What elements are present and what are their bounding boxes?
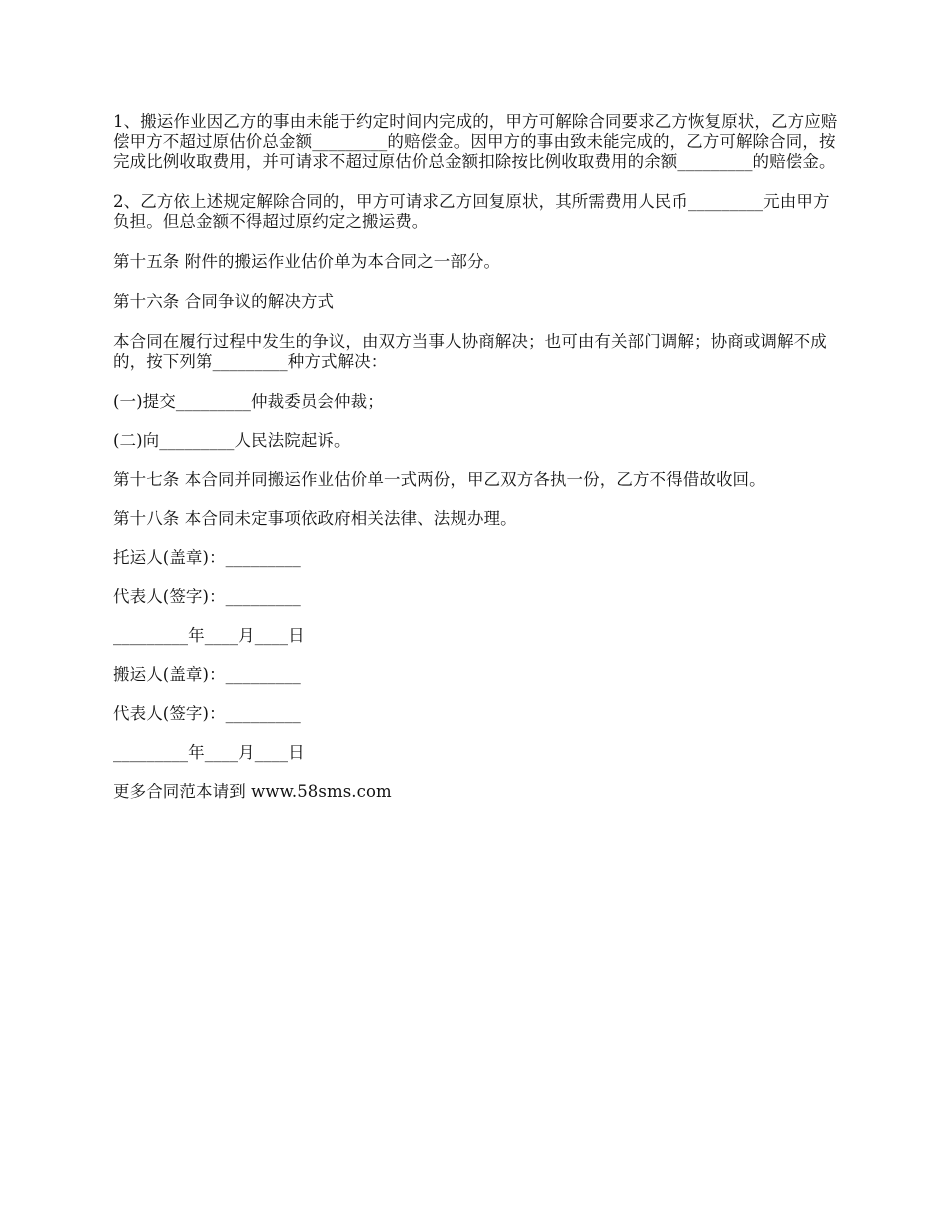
consignor-representative-signature-line: 代表人(签字)：_________ (113, 587, 301, 606)
carrier-date-line: _________年____月____日 (113, 743, 305, 762)
carrier-seal-line: 搬运人(盖章)：_________ (113, 665, 301, 684)
article-17: 第十七条 本合同并同搬运作业估价单一式两份，甲乙双方各执一份，乙方不得借故收回。 (113, 470, 766, 489)
arbitration-option: (一)提交_________仲裁委员会仲裁； (113, 392, 384, 411)
consignor-seal-line: 托运人(盖章)：_________ (113, 548, 301, 567)
clause-paragraph-1: 1、搬运作业因乙方的事由未能于约定时间内完成的，甲方可解除合同要求乙方恢复原状，乙方应赔偿甲方不超过原估价总金额_________的赔偿金。因甲方的事由致未能完成的，乙方可解除合同，按完成比例收取费用，并可请求不超过原估价总金额扣除按比例收取费用的余额_________的赔偿金。 (113, 112, 838, 171)
article-16-heading: 第十六条 合同争议的解决方式 (113, 292, 335, 311)
dispute-resolution-paragraph: 本合同在履行过程中发生的争议，由双方当事人协商解决；也可由有关部门调解；协商或调解不成的，按下列第_________种方式解决： (113, 332, 827, 371)
clause-paragraph-2: 2、乙方依上述规定解除合同的，甲方可请求乙方回复原状，其所需费用人民币_________元由甲方负担。但总金额不得超过原约定之搬运费。 (113, 192, 830, 231)
article-18: 第十八条 本合同未定事项依政府相关法律、法规办理。 (113, 509, 517, 528)
litigation-option: (二)向_________人民法院起诉。 (113, 431, 351, 450)
document-page (113, 112, 843, 802)
more-templates-footer: 更多合同范本请到 www.58sms.com (113, 782, 392, 801)
consignor-date-line: _________年____月____日 (113, 626, 305, 645)
carrier-representative-signature-line: 代表人(签字)：_________ (113, 704, 301, 723)
article-15: 第十五条 附件的搬运作业估价单为本合同之一部分。 (113, 252, 501, 271)
